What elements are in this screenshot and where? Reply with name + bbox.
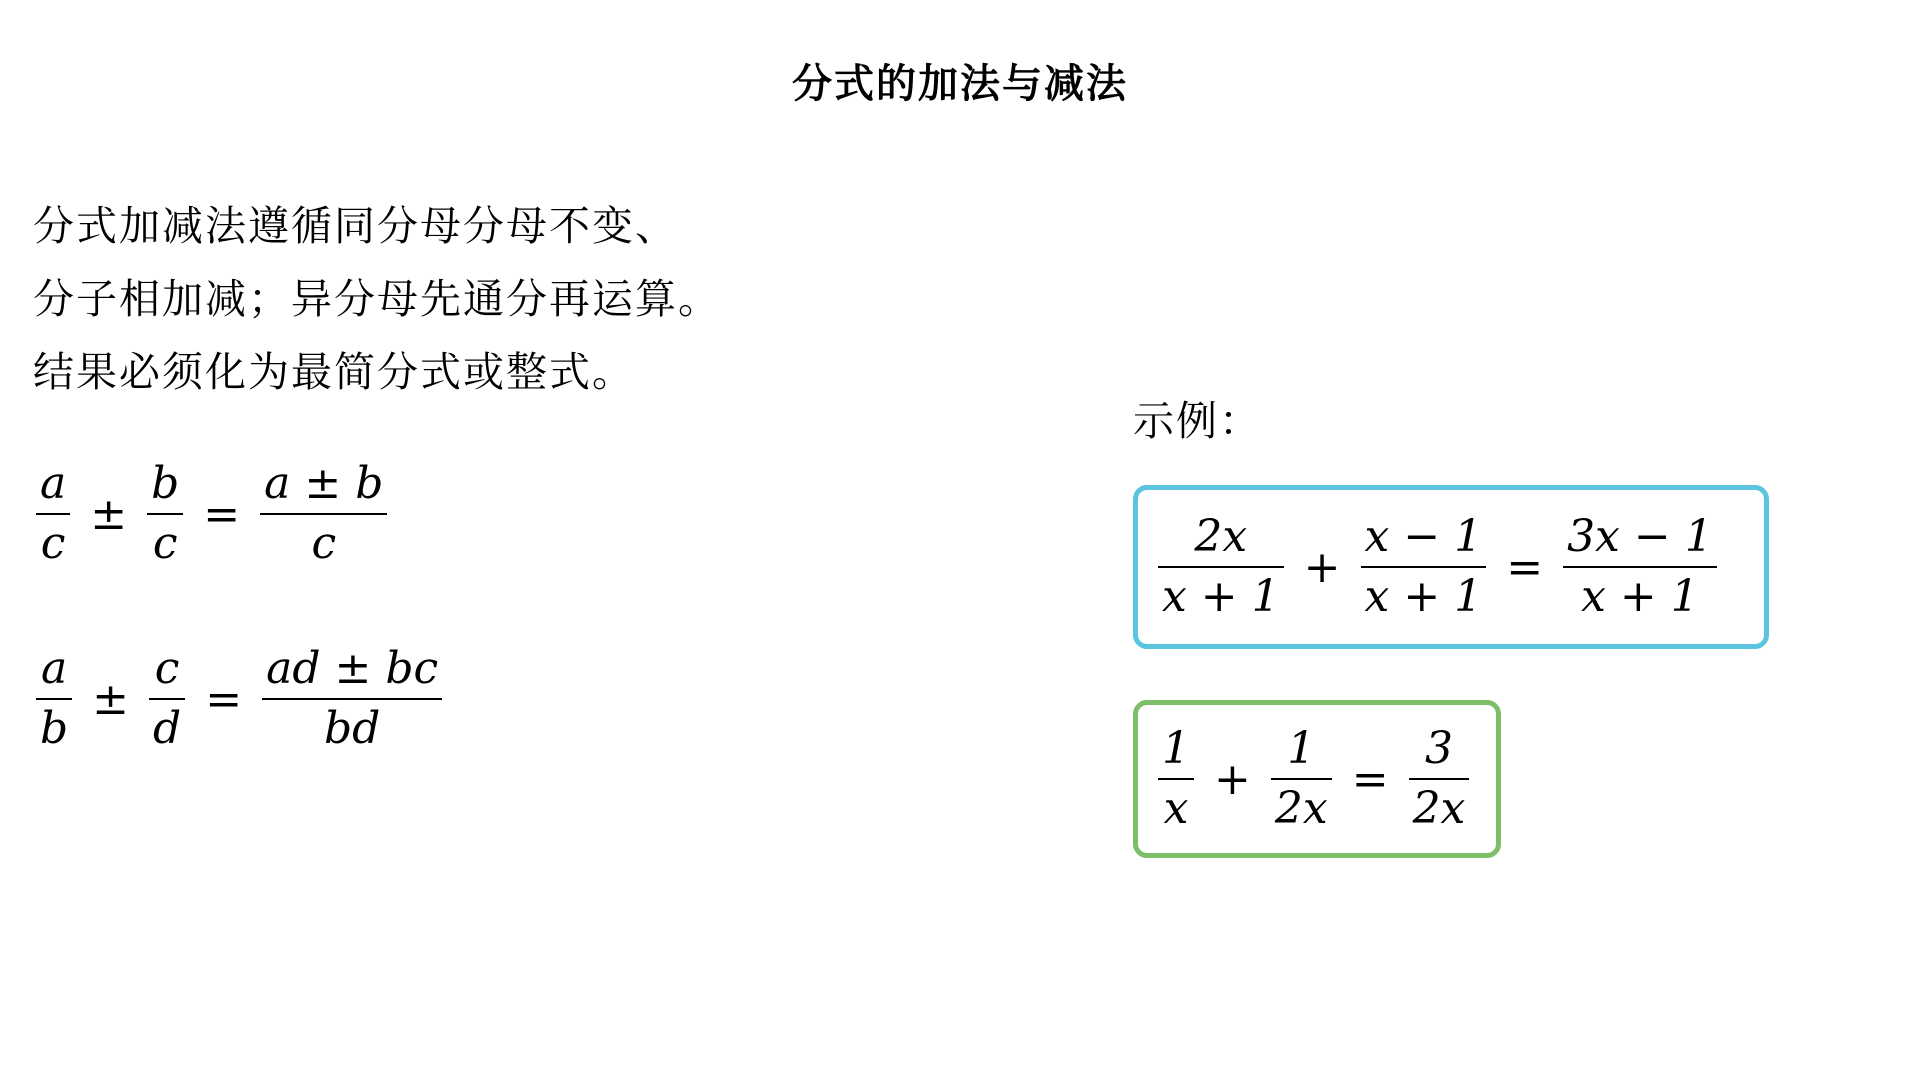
denominator: x + 1 (1364, 571, 1483, 622)
fraction (149, 640, 185, 758)
equals-sign: = (1351, 753, 1389, 805)
fraction (1409, 720, 1470, 838)
fraction (262, 640, 442, 758)
fraction (1361, 508, 1487, 626)
fraction (36, 455, 70, 573)
intro-line: 分式加减法遵循同分母分母不变、 (33, 202, 678, 250)
operator: + (1303, 541, 1341, 593)
numerator: 2x (1194, 511, 1248, 562)
denominator: d (153, 703, 182, 754)
numerator: 1 (1162, 723, 1190, 774)
fraction (260, 455, 387, 573)
example-box-1 (1133, 485, 1769, 649)
numerator: b (151, 458, 180, 509)
fraction (1158, 508, 1284, 626)
intro-line: 分子相加减；异分母先通分再运算。 (33, 275, 721, 323)
numerator: ad ± bc (266, 643, 439, 694)
denominator: x + 1 (1162, 571, 1280, 622)
denominator: x (1163, 783, 1189, 834)
denominator: c (311, 518, 337, 569)
numerator: 3x − 1 (1567, 511, 1713, 562)
numerator: 3 (1424, 723, 1453, 774)
intro-paragraph (33, 190, 721, 409)
examples-label: 示例： (1133, 397, 1262, 445)
intro-line: 结果必须化为最简分式或整式。 (33, 348, 635, 396)
rule-different-denominator (30, 640, 448, 758)
numerator: 1 (1287, 723, 1316, 774)
example-equation (1152, 720, 1475, 838)
denominator: bd (323, 703, 381, 754)
operator: + (1214, 753, 1251, 805)
operator: ± (90, 488, 128, 540)
fraction (147, 455, 183, 573)
denominator: 2x (1412, 783, 1466, 834)
equals-sign: = (1506, 541, 1544, 593)
fraction (36, 640, 72, 758)
denominator: c (40, 518, 66, 569)
equals-sign: = (205, 673, 243, 725)
fraction (1158, 720, 1194, 838)
numerator: a (40, 458, 67, 509)
denominator: c (152, 518, 178, 569)
equals-sign: = (203, 488, 241, 540)
numerator: c (154, 643, 180, 694)
page-title: 分式的加法与减法 (792, 61, 1128, 107)
example-equation (1152, 508, 1723, 626)
example-box-2 (1133, 700, 1501, 858)
numerator: x − 1 (1364, 511, 1483, 562)
fraction (1563, 508, 1717, 626)
fraction (1271, 720, 1332, 838)
numerator: a (40, 643, 68, 694)
rule-same-denominator (30, 455, 393, 573)
denominator: x + 1 (1581, 571, 1699, 622)
denominator: 2x (1274, 783, 1328, 834)
denominator: b (40, 703, 69, 754)
operator: ± (92, 673, 130, 725)
numerator: a ± b (264, 458, 384, 509)
